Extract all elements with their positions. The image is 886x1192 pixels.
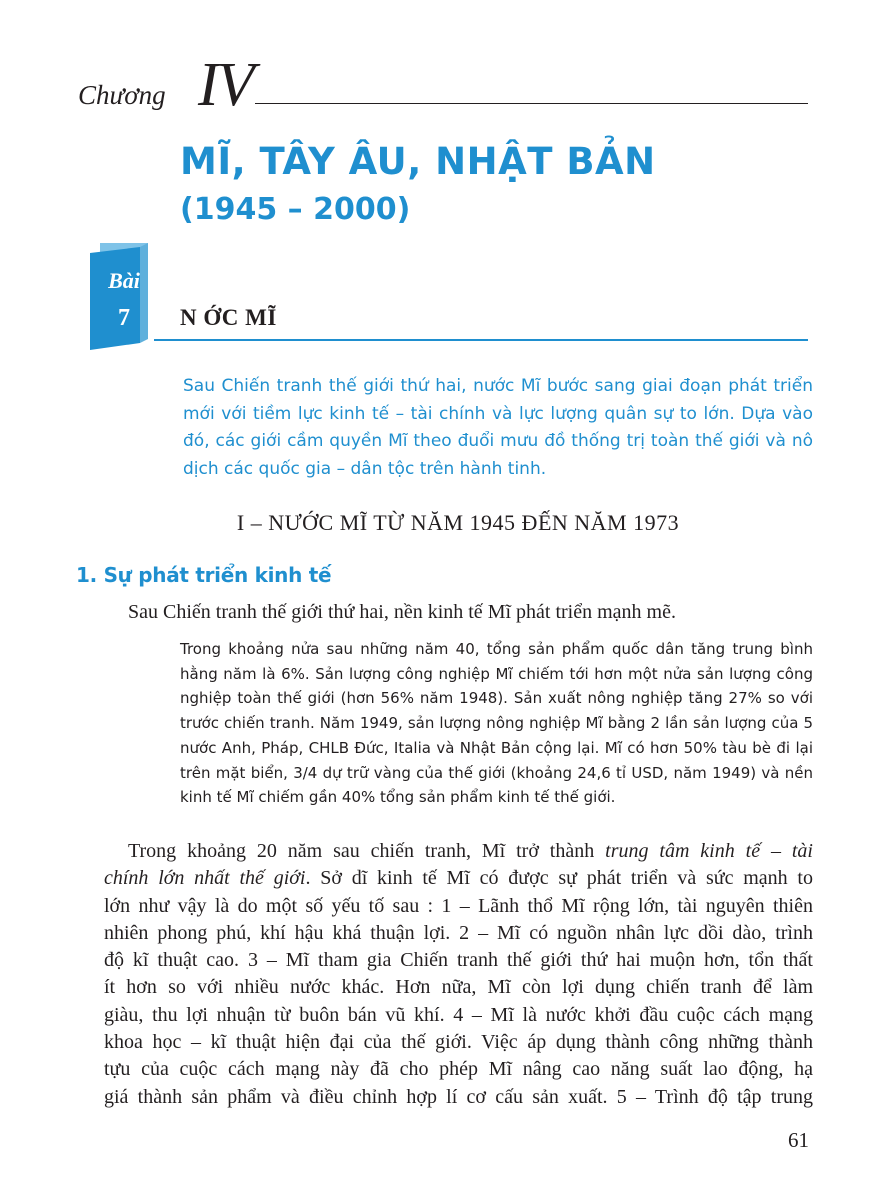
main-paragraph-line: giàu, thu lợi nhuận từ buôn bán vũ khí. 4 – Mĩ là nước khởi đầu cuộc cách mạng [104,1003,813,1026]
chapter-years: (1945 – 2000) [180,192,411,227]
chapter-rule [255,103,808,104]
page-number: 61 [788,1128,809,1152]
lesson-title: N ỚC MĨ [180,305,277,330]
lesson-label: Bài [108,268,140,293]
main-paragraph-line: tựu của cuộc cách mạng này đã cho phép Mĩ nâng cao năng suất lao động, hạ [104,1058,813,1081]
main-paragraph-line: giá thành sản phẩm và điều chỉnh hợp lí cơ cấu sản xuất. 5 – Trình độ tập trung [104,1085,813,1108]
main-paragraph-line: ít hơn so với nhiều nước khác. Hơn nữa, Mĩ còn lợi dụng chiến tranh để làm [104,976,813,999]
main-paragraph [104,838,813,1111]
main-paragraph-line [104,838,813,865]
main-paragraph-line: độ kĩ thuật cao. 3 – Mĩ tham gia Chiến tranh thế giới thứ hai muộn hơn, tổn thất [104,949,813,972]
lead-sentence: Sau Chiến tranh thế giới thứ hai, nền kinh tế Mĩ phát triển mạnh mẽ. [128,601,676,623]
statistics-paragraph: Trong khoảng nửa sau những năm 40, tổng sản phẩm quốc dân tăng trung bình hằng năm là 6%. Sản lượng công nghiệp Mĩ chiếm tới hơn một nửa sản lượng công nghiệp toàn thế giới (hơn 56% năm 1948). Sản xuất nông nghiệp tăng 27% so với trước chiến tranh. Năm 1949, sản lượng nông nghiệp Mĩ bằng 2 lần sản lượng của 5 nước Anh, Pháp, CHLB Đức, Italia và Nhật Bản cộng lại. Mĩ có hơn 50% tàu bè đi lại trên mặt biển, 3/4 dự trữ vàng của thế giới (khoảng 24,6 tỉ USD, năm 1949) và nền kinh tế Mĩ chiếm gần 40% tổng sản phẩm kinh tế thế giới. [180,640,813,807]
lesson-book-icon [90,243,154,350]
main-paragraph-line [104,865,813,892]
emphasis-text: trung tâm kinh tế – tài [605,840,813,862]
main-paragraph-line: khoa học – kĩ thuật hiện đại của thế giới. Việc áp dụng thành công những thành [104,1031,813,1054]
lesson-number: 7 [118,305,130,331]
main-paragraph-text: Trong khoảng 20 năm sau chiến tranh, Mĩ trở thành [128,840,595,862]
intro-paragraph: Sau Chiến tranh thế giới thứ hai, nước Mĩ bước sang giai đoạn phát triển mới với tiềm lực kinh tế – tài chính và lực lượng quân sự to lớn. Dựa vào đó, các giới cầm quyền Mĩ theo đuổi mưu đồ thống trị toàn thế giới và nô dịch các quốc gia – dân tộc trên hành tinh. [183,376,813,479]
main-paragraph-line: nhiên phong phú, khí hậu khá thuận lợi. 2 – Mĩ có nguồn nhân lực dồi dào, trình [104,921,813,944]
chapter-number: IV [198,51,253,119]
main-paragraph-text: . Sở dĩ kinh tế Mĩ có được sự phát triển và sức mạnh to [305,867,813,890]
section-heading: I – NƯỚC MĨ TỪ NĂM 1945 ĐẾN NĂM 1973 [236,510,680,535]
subsection-heading: 1. Sự phát triển kinh tế [76,563,332,587]
chapter-label: Chương [78,80,166,110]
emphasis-text: chính lớn nhất thế giới [104,867,306,890]
lesson-rule [154,339,808,341]
chapter-title: MĨ, TÂY ÂU, NHẬT BẢN [180,140,656,183]
main-paragraph-line: lớn như vậy là do một số yếu tố sau : 1 – Lãnh thổ Mĩ rộng lớn, tài nguyên thiên [104,894,813,917]
